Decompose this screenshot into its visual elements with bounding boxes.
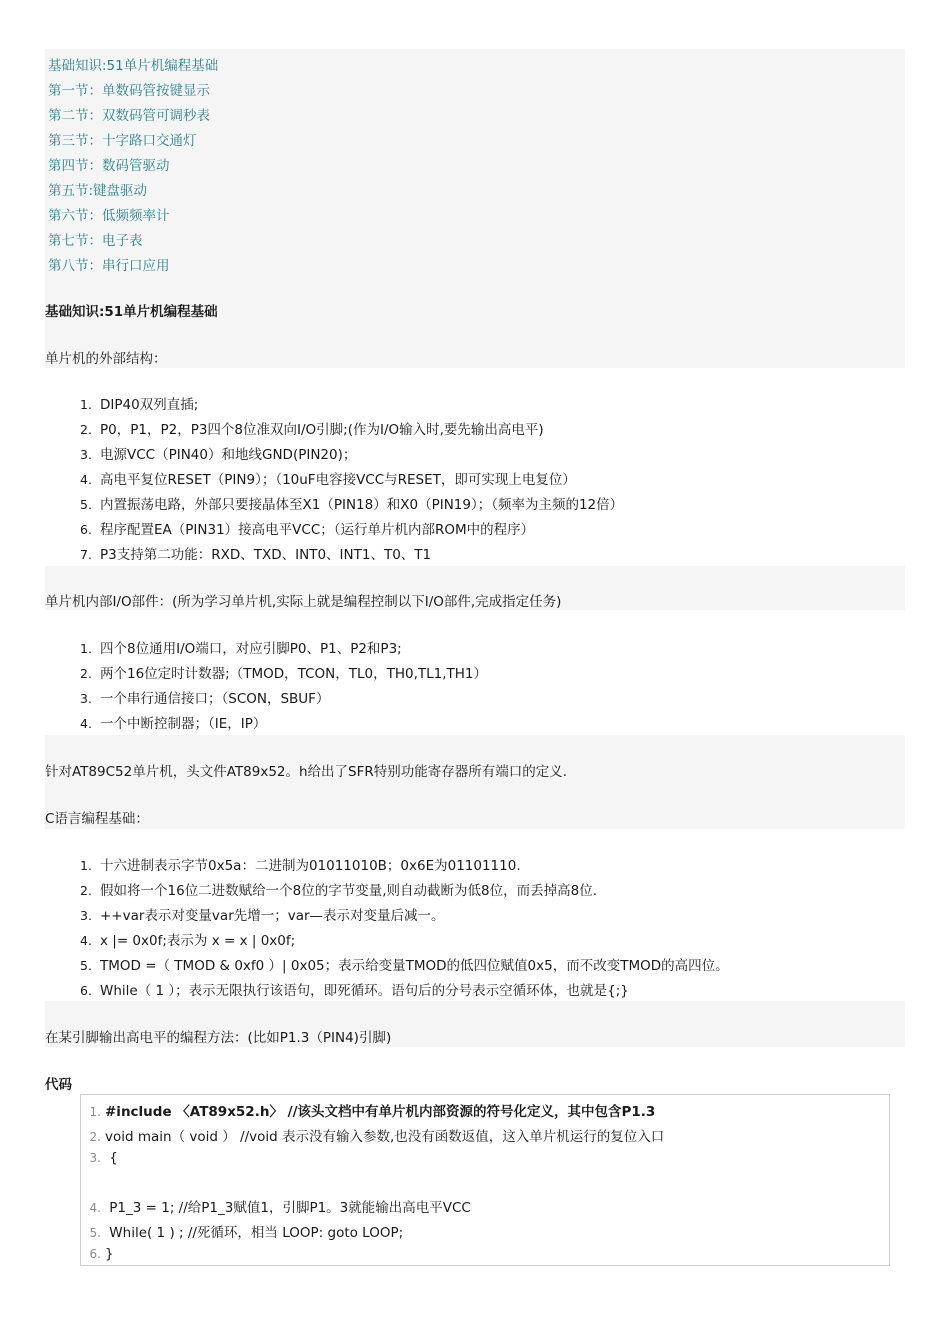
pin-heading-band (45, 1001, 905, 1047)
code-line: 3. { (89, 1150, 118, 1166)
internal-components-heading: 单片机内部I/O部件：(所为学习单片机,实际上就是编程控制以下I/O部件,完成指定任务) (45, 594, 562, 610)
internal-heading-band (45, 566, 905, 610)
list-item: 2. 假如将一个16位二进数赋给一个8位的字节变量,则自动截断为低8位，而丢掉高8位. (80, 883, 598, 899)
code-line: 1. #include 〈AT89x52.h〉 //该头文档中有单片机内部资源的符号化定义，其中包含P1.3 (89, 1104, 656, 1120)
toc-link-section-6[interactable]: 第六节：低频频率计 (48, 208, 170, 224)
toc-link-section-1[interactable]: 第一节：单数码管按键显示 (48, 83, 210, 99)
list-item: 4. x |= 0x0f;表示为 x = x | 0x0f; (80, 933, 296, 949)
list-item: 6. 程序配置EA（PIN31）接高电平VCC；（运行单片机内部ROM中的程序） (80, 522, 535, 538)
toc-link-section-8[interactable]: 第八节：串行口应用 (48, 258, 170, 274)
list-item: 1. 四个8位通用I/O端口，对应引脚P0、P1、P2和P3; (80, 641, 402, 657)
list-item: 4. 一个中断控制器；（IE，IP） (80, 716, 267, 732)
code-line: 2. void main（ void ） //void 表示没有输入参数,也没有函数返值，这入单片机运行的复位入口 (89, 1129, 665, 1145)
list-item: 7. P3支持第二功能：RXD、TXD、INT0、INT1、T0、T1 (80, 547, 432, 563)
list-item: 5. TMOD =（ TMOD & 0xf0 ）| 0x05；表示给变量TMOD的低四位赋值0x5，而不改变TMOD的高四位。 (80, 958, 729, 974)
list-item: 2. 两个16位定时计数器;（TMOD，TCON，TL0，TH0,TL1,TH1） (80, 666, 488, 682)
c-intro-band (45, 735, 905, 829)
list-item: 1. DIP40双列直插; (80, 397, 199, 413)
pin-output-heading: 在某引脚输出高电平的编程方法：(比如P1.3（PIN4)引脚) (45, 1030, 392, 1046)
list-item: 5. 内置振荡电路，外部只要接晶体至X1（PIN18）和X0（PIN19）；（频率为主频的12倍） (80, 497, 624, 513)
c-basics-heading: C语言编程基础： (45, 811, 149, 827)
code-label: 代码 (45, 1077, 72, 1093)
code-block[interactable] (80, 1094, 890, 1266)
internal-components-list (80, 637, 905, 737)
toc-link-section-5[interactable]: 第五节:键盘驱动 (48, 183, 148, 199)
list-item: 2. P0，P1，P2，P3四个8位准双向I/O引脚;(作为I/O输入时,要先输出高电平) (80, 422, 544, 438)
list-item: 6. While（ 1 ）；表示无限执行该语句，即死循环。语句后的分号表示空循环体，也就是{;} (80, 983, 629, 999)
code-line: 4. P1_3 = 1; //给P1_3赋值1，引脚P1。3就能输出高电平VCC (89, 1200, 471, 1216)
toc-link-section-2[interactable]: 第二节：双数码管可调秒表 (48, 108, 210, 124)
external-structure-heading: 单片机的外部结构： (45, 351, 167, 367)
at89-note: 针对AT89C52单片机，头文件AT89x52。h给出了SFR特别功能寄存器所有端口的定义. (45, 764, 568, 780)
list-item: 4. 高电平复位RESET（PIN9）；（10uF电容接VCC与RESET，即可实现上电复位） (80, 472, 576, 488)
toc-link-section-7[interactable]: 第七节：电子表 (48, 233, 143, 249)
list-item: 3. 一个串行通信接口；（SCON，SBUF） (80, 691, 330, 707)
section-title: 基础知识:51单片机编程基础 (45, 304, 218, 320)
code-line: 5. While( 1 ) ; //死循环，相当 LOOP: goto LOOP; (89, 1225, 404, 1241)
list-item: 3. 电源VCC（PIN40）和地线GND(PIN20)； (80, 447, 357, 463)
intro-band (45, 274, 905, 368)
table-of-contents (45, 49, 905, 274)
list-item: 3. ++var表示对变量var先增一；var—表示对变量后减一。 (80, 908, 445, 924)
code-line: 6. } (89, 1246, 114, 1262)
toc-link-section-4[interactable]: 第四节：数码管驱动 (48, 158, 170, 174)
toc-link-section-3[interactable]: 第三节：十字路口交通灯 (48, 133, 197, 149)
external-structure-list (80, 393, 905, 568)
list-item: 1. 十六进制表示字节0x5a：二进制为01011010B；0x6E为01101110. (80, 858, 521, 874)
c-basics-list (80, 854, 905, 1004)
toc-link-basics[interactable]: 基础知识:51单片机编程基础 (48, 58, 219, 74)
